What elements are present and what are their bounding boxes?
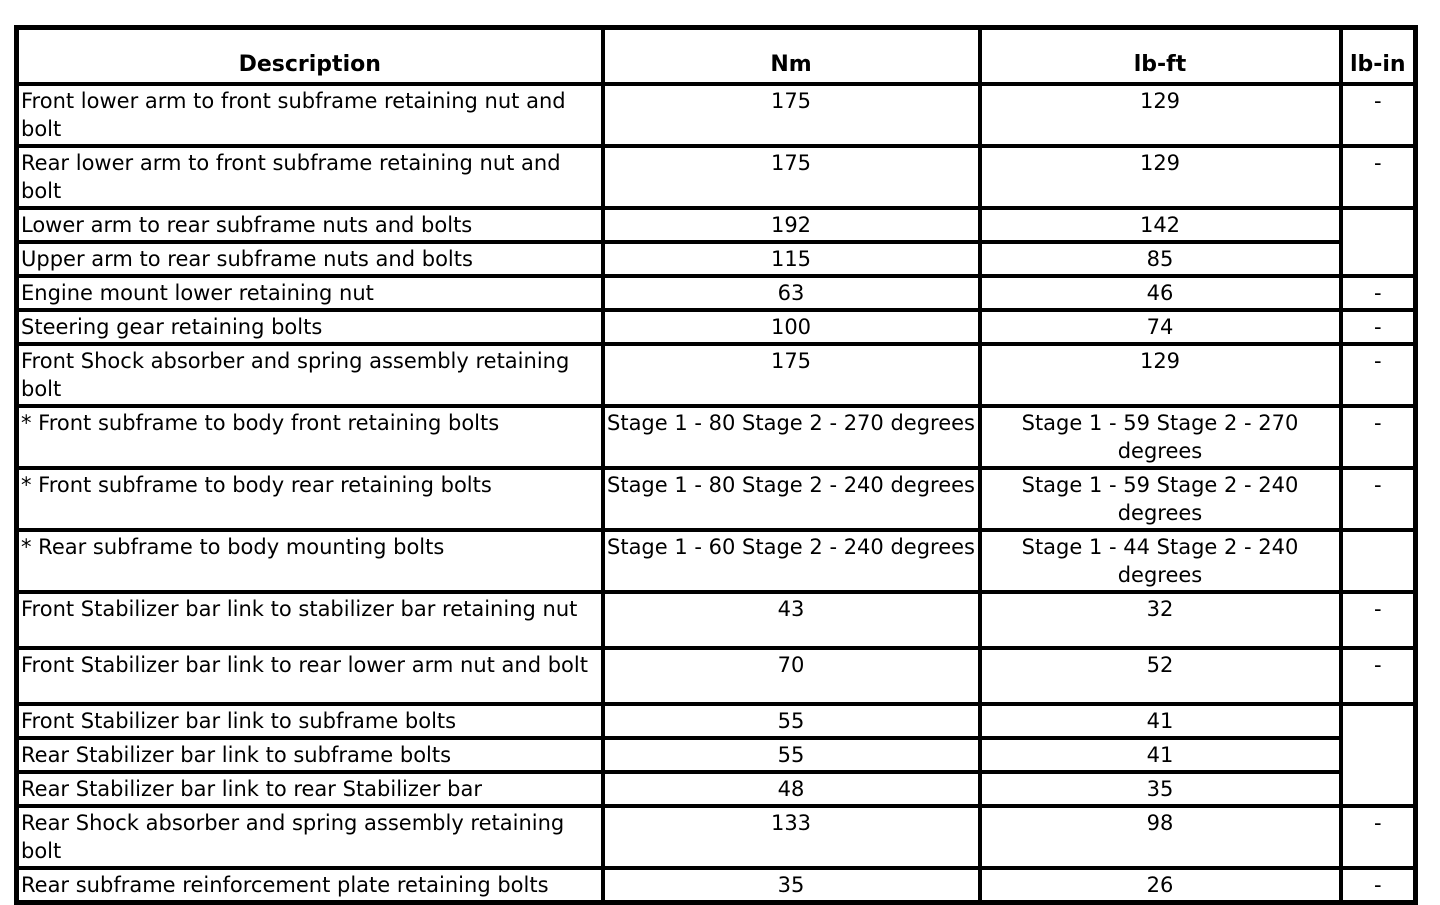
table-row xyxy=(17,530,1416,592)
nm-cell: 63 xyxy=(603,276,980,310)
nm-cell: 35 xyxy=(603,868,980,903)
lbft-cell: 52 xyxy=(980,648,1341,704)
description-cell: Upper arm to rear subframe nuts and bolts xyxy=(17,242,603,276)
lbin-cell: - xyxy=(1341,276,1416,310)
lbft-cell: Stage 1 - 44 Stage 2 - 240 degrees xyxy=(980,530,1341,592)
lbft-cell: 129 xyxy=(980,84,1341,146)
lbft-cell: 32 xyxy=(980,592,1341,648)
table-row xyxy=(17,772,1416,806)
lbft-cell: 41 xyxy=(980,738,1341,772)
description-cell: Rear Stabilizer bar link to rear Stabilizer bar xyxy=(17,772,603,806)
lbft-cell: 41 xyxy=(980,704,1341,738)
table-row xyxy=(17,704,1416,738)
lbin-cell: - xyxy=(1341,406,1416,468)
nm-cell: Stage 1 - 60 Stage 2 - 240 degrees xyxy=(603,530,980,592)
table-row xyxy=(17,84,1416,146)
lbin-cell: - xyxy=(1341,344,1416,406)
lbin-cell-merged xyxy=(1341,704,1416,806)
nm-cell: Stage 1 - 80 Stage 2 - 240 degrees xyxy=(603,468,980,530)
lbin-cell: - xyxy=(1341,868,1416,903)
table-row xyxy=(17,868,1416,903)
description-cell: * Front subframe to body rear retaining bolts xyxy=(17,468,603,530)
lbin-cell-merged xyxy=(1341,208,1416,276)
table-row xyxy=(17,276,1416,310)
lbft-cell: Stage 1 - 59 Stage 2 - 240 degrees xyxy=(980,468,1341,530)
lbin-cell: - xyxy=(1341,592,1416,648)
nm-cell: 115 xyxy=(603,242,980,276)
header-row xyxy=(17,28,1416,84)
table-row xyxy=(17,310,1416,344)
table-row xyxy=(17,738,1416,772)
table-row xyxy=(17,146,1416,208)
lbft-cell: 46 xyxy=(980,276,1341,310)
description-cell: Rear lower arm to front subframe retaining nut and bolt xyxy=(17,146,603,208)
lbft-cell: Stage 1 - 59 Stage 2 - 270 degrees xyxy=(980,406,1341,468)
description-cell: Front Shock absorber and spring assembly retaining bolt xyxy=(17,344,603,406)
lbft-cell: 26 xyxy=(980,868,1341,903)
description-cell: Engine mount lower retaining nut xyxy=(17,276,603,310)
lbin-cell: - xyxy=(1341,310,1416,344)
torque-spec-table xyxy=(14,25,1418,905)
table-row xyxy=(17,592,1416,648)
lbft-cell: 142 xyxy=(980,208,1341,242)
nm-cell: 175 xyxy=(603,84,980,146)
lbft-cell: 98 xyxy=(980,806,1341,868)
description-cell: Lower arm to rear subframe nuts and bolts xyxy=(17,208,603,242)
column-header-description: Description xyxy=(17,28,603,84)
nm-cell: 48 xyxy=(603,772,980,806)
description-cell: Front Stabilizer bar link to stabilizer bar retaining nut xyxy=(17,592,603,648)
description-cell: Front Stabilizer bar link to rear lower arm nut and bolt xyxy=(17,648,603,704)
description-cell: * Rear subframe to body mounting bolts xyxy=(17,530,603,592)
nm-cell: 55 xyxy=(603,738,980,772)
table-row xyxy=(17,406,1416,468)
column-header-lbft: lb-ft xyxy=(980,28,1341,84)
table-row xyxy=(17,468,1416,530)
nm-cell: 175 xyxy=(603,344,980,406)
lbin-cell: - xyxy=(1341,648,1416,704)
description-cell: Steering gear retaining bolts xyxy=(17,310,603,344)
lbft-cell: 35 xyxy=(980,772,1341,806)
nm-cell: 70 xyxy=(603,648,980,704)
lbin-cell xyxy=(1341,530,1416,592)
lbft-cell: 129 xyxy=(980,344,1341,406)
torque-spec-table-container xyxy=(14,25,1418,905)
lbin-cell: - xyxy=(1341,468,1416,530)
nm-cell: 55 xyxy=(603,704,980,738)
nm-cell: 43 xyxy=(603,592,980,648)
description-cell: Front Stabilizer bar link to subframe bolts xyxy=(17,704,603,738)
table-row xyxy=(17,242,1416,276)
lbin-cell: - xyxy=(1341,146,1416,208)
lbin-cell: - xyxy=(1341,84,1416,146)
description-cell: Front lower arm to front subframe retaining nut and bolt xyxy=(17,84,603,146)
table-row xyxy=(17,344,1416,406)
lbft-cell: 74 xyxy=(980,310,1341,344)
column-header-lbin: lb-in xyxy=(1341,28,1416,84)
description-cell: Rear subframe reinforcement plate retaining bolts xyxy=(17,868,603,903)
lbft-cell: 129 xyxy=(980,146,1341,208)
nm-cell: 133 xyxy=(603,806,980,868)
description-cell: Rear Stabilizer bar link to subframe bolts xyxy=(17,738,603,772)
description-cell: Rear Shock absorber and spring assembly retaining bolt xyxy=(17,806,603,868)
table-row xyxy=(17,648,1416,704)
lbft-cell: 85 xyxy=(980,242,1341,276)
nm-cell: 175 xyxy=(603,146,980,208)
description-cell: * Front subframe to body front retaining bolts xyxy=(17,406,603,468)
lbin-cell: - xyxy=(1341,806,1416,868)
nm-cell: Stage 1 - 80 Stage 2 - 270 degrees xyxy=(603,406,980,468)
nm-cell: 100 xyxy=(603,310,980,344)
column-header-nm: Nm xyxy=(603,28,980,84)
table-row xyxy=(17,208,1416,242)
nm-cell: 192 xyxy=(603,208,980,242)
table-row xyxy=(17,806,1416,868)
